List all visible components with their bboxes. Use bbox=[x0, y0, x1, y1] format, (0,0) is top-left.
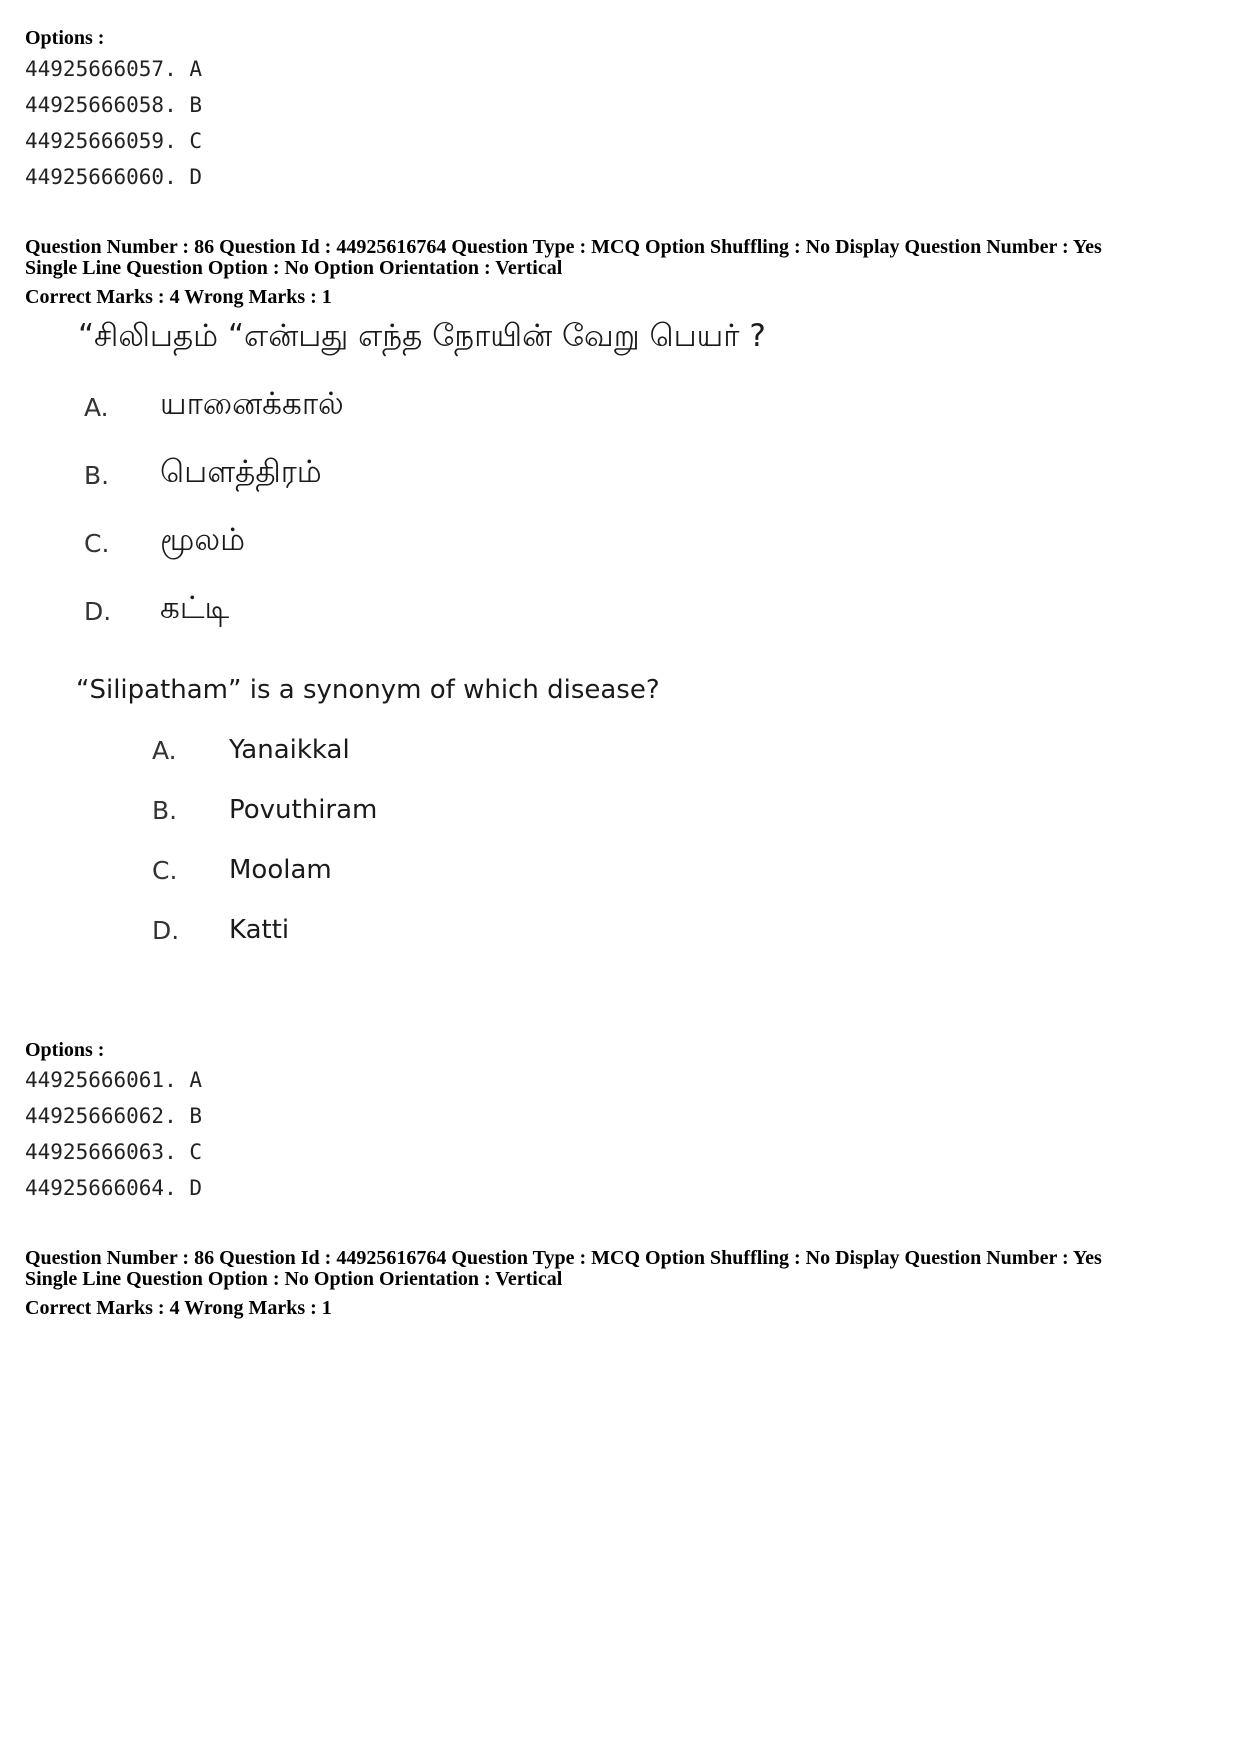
english-option-text: Povuthiram bbox=[229, 795, 378, 825]
tamil-option-text: பௌத்திரம் bbox=[160, 454, 322, 490]
question-meta-line: Single Line Question Option : No Option Orientation : Vertical bbox=[25, 1268, 563, 1290]
options-label: Options : bbox=[25, 27, 105, 49]
option-id-line: 44925666057. A bbox=[25, 57, 203, 81]
tamil-option-text: யானைக்கால் bbox=[160, 386, 344, 422]
question-meta-line: Question Number : 86 Question Id : 44925616764 Question Type : MCQ Option Shuffling : No Display Question Number : Yes bbox=[25, 236, 1102, 258]
english-option-text: Moolam bbox=[229, 855, 332, 885]
marks-line: Correct Marks : 4 Wrong Marks : 1 bbox=[25, 286, 332, 308]
english-option-letter: A. bbox=[152, 736, 177, 765]
english-option-letter: C. bbox=[152, 856, 178, 885]
tamil-option-letter: C. bbox=[84, 529, 110, 558]
tamil-option-text: மூலம் bbox=[160, 522, 246, 558]
english-option-text: Yanaikkal bbox=[229, 735, 350, 765]
tamil-option-letter: A. bbox=[84, 393, 109, 422]
english-option-letter: B. bbox=[152, 796, 178, 825]
tamil-option-text: கட்டி bbox=[160, 590, 230, 626]
option-id-line: 44925666064. D bbox=[25, 1176, 203, 1200]
option-id-line: 44925666059. C bbox=[25, 129, 203, 153]
question-meta-line: Single Line Question Option : No Option Orientation : Vertical bbox=[25, 257, 563, 279]
option-id-line: 44925666060. D bbox=[25, 165, 203, 189]
marks-line: Correct Marks : 4 Wrong Marks : 1 bbox=[25, 1297, 332, 1319]
question-meta-line: Question Number : 86 Question Id : 44925616764 Question Type : MCQ Option Shuffling : No Display Question Number : Yes bbox=[25, 1247, 1102, 1269]
option-id-line: 44925666058. B bbox=[25, 93, 203, 117]
option-id-line: 44925666062. B bbox=[25, 1104, 203, 1128]
option-id-line: 44925666061. A bbox=[25, 1068, 203, 1092]
option-id-line: 44925666063. C bbox=[25, 1140, 203, 1164]
english-option-text: Katti bbox=[229, 915, 290, 945]
english-option-letter: D. bbox=[152, 916, 180, 945]
english-question: “Silipatham” is a synonym of which disease? bbox=[76, 675, 660, 705]
tamil-option-letter: B. bbox=[84, 461, 110, 490]
tamil-option-letter: D. bbox=[84, 597, 112, 626]
options-label: Options : bbox=[25, 1039, 105, 1061]
tamil-question: “சிலிபதம் “என்பது எந்த நோயின் வேறு பெயர் ? bbox=[78, 318, 766, 354]
